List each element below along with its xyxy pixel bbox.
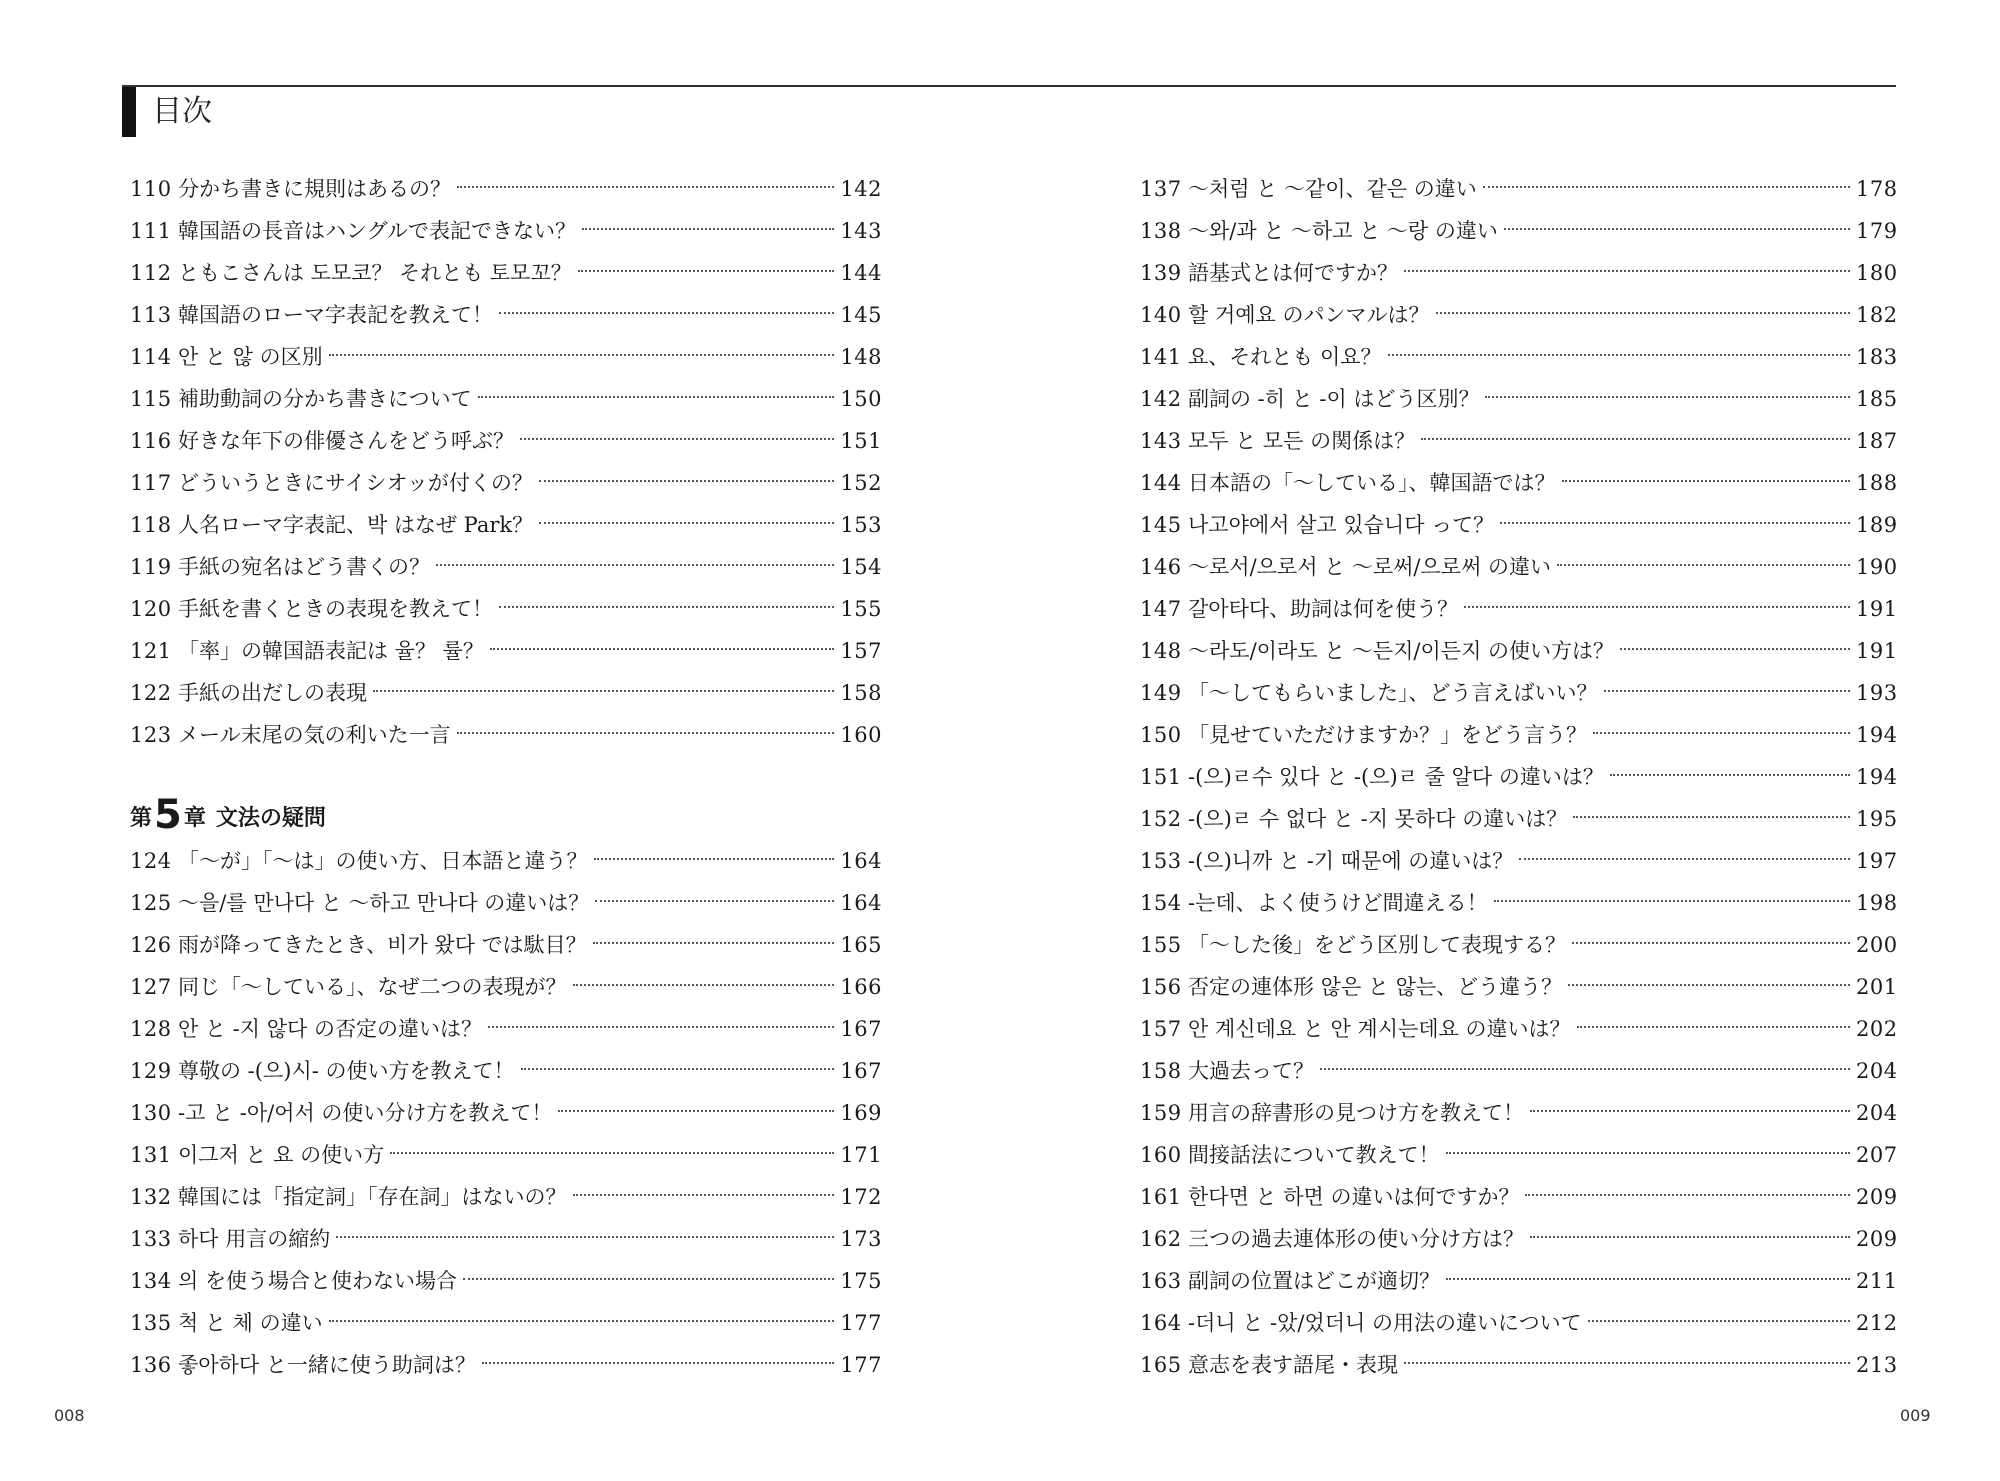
- dot-leader: [1404, 270, 1850, 272]
- toc-entry: [130, 210, 882, 252]
- entry-title: どういうときにサイシオッが付くの？: [178, 471, 533, 495]
- dot-leader: [582, 228, 834, 230]
- entry-number: 161: [1140, 1185, 1182, 1209]
- entry-title: 안 と 않 の区別: [178, 345, 323, 369]
- dot-leader: [1320, 1068, 1850, 1070]
- entry-number: 125: [130, 891, 172, 915]
- entry-page: 202: [1856, 1017, 1898, 1041]
- entry-page: 198: [1856, 891, 1898, 915]
- entry-number: 139: [1140, 261, 1182, 285]
- dot-leader: [390, 1152, 834, 1154]
- dot-leader: [1588, 1320, 1850, 1322]
- toc-entry: [130, 966, 882, 1008]
- entry-number: 117: [130, 471, 172, 495]
- toc-entry: [130, 546, 882, 588]
- entry-number: 152: [1140, 807, 1182, 831]
- entry-number: 124: [130, 849, 172, 873]
- entry-number: 128: [130, 1017, 172, 1041]
- entry-title: 語基式とは何ですか？: [1188, 261, 1398, 285]
- entry-title: 否定の連体形 않은 と 않는、どう違う？: [1188, 975, 1563, 999]
- toc-entry: [130, 462, 882, 504]
- page-heading: 目次: [152, 94, 212, 129]
- entry-number: 110: [130, 177, 172, 201]
- entry-page: 142: [840, 177, 882, 201]
- entry-title: ～로서/으로서 と ～로써/으로써 の違い: [1188, 555, 1552, 579]
- entry-title: 「～した後」をどう区別して表現する？: [1188, 933, 1566, 957]
- chapter-number: 5: [154, 792, 182, 838]
- toc-entry: [1140, 168, 1896, 210]
- entry-page: 187: [1856, 429, 1898, 453]
- entry-page: 209: [1856, 1185, 1898, 1209]
- entry-title: 日本語の「～している」、韓国語では？: [1188, 471, 1556, 495]
- entry-title: 의 を使う場合と使わない場合: [178, 1269, 457, 1293]
- entry-number: 123: [130, 723, 172, 747]
- entry-title: 副詞の位置はどこが適切？: [1188, 1269, 1440, 1293]
- dot-leader: [578, 270, 834, 272]
- toc-entry: [1140, 882, 1896, 924]
- entry-title: 이그저 と 요 の使い方: [178, 1143, 385, 1167]
- entry-number: 165: [1140, 1353, 1182, 1377]
- entry-page: 160: [840, 723, 882, 747]
- entry-number: 137: [1140, 177, 1182, 201]
- entry-number: 151: [1140, 765, 1182, 789]
- entry-title: 意志を表す語尾・表現: [1188, 1353, 1398, 1377]
- entry-page: 212: [1856, 1311, 1898, 1335]
- toc-entry: [1140, 336, 1896, 378]
- entry-title: -(으)니까 と -기 때문에 の違いは？: [1188, 849, 1514, 873]
- entry-title: 用言の辞書形の見つけ方を教えて！: [1188, 1101, 1524, 1125]
- entry-title: 「見せていただけますか？」をどう言う？: [1188, 723, 1587, 747]
- dot-leader: [1388, 354, 1850, 356]
- dot-leader: [1610, 774, 1850, 776]
- entry-title: 좋아하다 と一緒に使う助詞は？: [178, 1353, 476, 1377]
- entry-title: ～을/를 만나다 と ～하고 만나다 の違いは？: [178, 891, 590, 915]
- entry-number: 130: [130, 1101, 172, 1125]
- dot-leader: [593, 942, 834, 944]
- dot-leader: [1404, 1362, 1850, 1364]
- toc-entry: [130, 252, 882, 294]
- entry-page: 175: [840, 1269, 882, 1293]
- dot-leader: [539, 522, 834, 524]
- dot-leader: [499, 312, 834, 314]
- toc-entry: [1140, 546, 1896, 588]
- entry-title: 補助動詞の分かち書きについて: [178, 387, 472, 411]
- entry-title: 「～が」「～は」の使い方、日本語と違う？: [178, 849, 588, 873]
- toc-entry: [1140, 756, 1896, 798]
- entry-page: 172: [840, 1185, 882, 1209]
- entry-title: 갈아타다、助詞は何を使う？: [1188, 597, 1459, 621]
- entry-page: 173: [840, 1227, 882, 1251]
- dot-leader: [573, 1194, 835, 1196]
- dot-leader: [1573, 816, 1850, 818]
- toc-entry: [1140, 294, 1896, 336]
- toc-entry: [1140, 1134, 1896, 1176]
- entry-page: 167: [840, 1017, 882, 1041]
- entry-number: 116: [130, 429, 172, 453]
- dot-leader: [539, 480, 834, 482]
- toc-list-a: [130, 168, 882, 756]
- entry-title: 모두 と 모든 の関係は？: [1188, 429, 1416, 453]
- dot-leader: [336, 1236, 834, 1238]
- entry-number: 135: [130, 1311, 172, 1335]
- entry-title: 雨が降ってきたとき、비가 왔다 では駄目？: [178, 933, 587, 957]
- dot-leader: [490, 648, 834, 650]
- toc-entry: [130, 672, 882, 714]
- entry-page: 213: [1856, 1353, 1898, 1377]
- entry-number: 126: [130, 933, 172, 957]
- dot-leader: [1446, 1278, 1850, 1280]
- toc-entry: [130, 294, 882, 336]
- top-rule: [122, 85, 1896, 87]
- toc-entry: [1140, 1092, 1896, 1134]
- toc-entry: [1140, 1008, 1896, 1050]
- entry-page: 191: [1856, 597, 1898, 621]
- entry-page: 169: [840, 1101, 882, 1125]
- entry-number: 111: [130, 219, 172, 243]
- entry-number: 114: [130, 345, 172, 369]
- page-number-left: 008: [54, 1406, 85, 1425]
- toc-entry: [130, 840, 882, 882]
- entry-number: 121: [130, 639, 172, 663]
- entry-page: 191: [1856, 639, 1898, 663]
- entry-title: 間接話法について教えて！: [1188, 1143, 1440, 1167]
- dot-leader: [1421, 438, 1850, 440]
- entry-number: 119: [130, 555, 172, 579]
- entry-page: 204: [1856, 1101, 1898, 1125]
- dot-leader: [1530, 1110, 1850, 1112]
- entry-page: 171: [840, 1143, 882, 1167]
- entry-number: 163: [1140, 1269, 1182, 1293]
- dot-leader: [1464, 606, 1850, 608]
- entry-number: 115: [130, 387, 172, 411]
- entry-page: 182: [1856, 303, 1898, 327]
- toc-entry: [130, 1092, 882, 1134]
- toc-entry: [130, 588, 882, 630]
- entry-page: 190: [1856, 555, 1898, 579]
- entry-page: 177: [840, 1311, 882, 1335]
- toc-entry: [130, 336, 882, 378]
- dot-leader: [478, 396, 834, 398]
- toc-entry: [130, 1134, 882, 1176]
- toc-entry: [130, 1176, 882, 1218]
- entry-number: 140: [1140, 303, 1182, 327]
- entry-number: 141: [1140, 345, 1182, 369]
- toc-entry: [1140, 1176, 1896, 1218]
- chapter-heading: [130, 784, 882, 840]
- toc-list-right: [1140, 168, 1896, 1386]
- entry-title: 副詞の -히 と -이 はどう区別？: [1188, 387, 1480, 411]
- entry-number: 127: [130, 975, 172, 999]
- entry-number: 132: [130, 1185, 172, 1209]
- entry-title: 大過去って？: [1188, 1059, 1314, 1083]
- toc-entry: [1140, 630, 1896, 672]
- entry-page: 178: [1856, 177, 1898, 201]
- toc-entry: [1140, 966, 1896, 1008]
- entry-page: 207: [1856, 1143, 1898, 1167]
- entry-number: 120: [130, 597, 172, 621]
- toc-entry: [1140, 252, 1896, 294]
- toc-entry: [1140, 504, 1896, 546]
- dot-leader: [1504, 228, 1850, 230]
- entry-title: 요、それとも 이요？: [1188, 345, 1382, 369]
- toc-entry: [1140, 1302, 1896, 1344]
- toc-entry: [1140, 1218, 1896, 1260]
- entry-number: 144: [1140, 471, 1182, 495]
- chapter-prefix: 第: [130, 806, 153, 831]
- entry-number: 154: [1140, 891, 1182, 915]
- toc-right-column: [1140, 168, 1896, 1386]
- entry-title: 할 거예요 のパンマルは？: [1188, 303, 1430, 327]
- entry-number: 133: [130, 1227, 172, 1251]
- entry-page: 165: [840, 933, 882, 957]
- entry-number: 131: [130, 1143, 172, 1167]
- entry-page: 155: [840, 597, 882, 621]
- entry-number: 148: [1140, 639, 1182, 663]
- dot-leader: [1620, 648, 1850, 650]
- dot-leader: [1519, 858, 1850, 860]
- dot-leader: [521, 1068, 835, 1070]
- entry-title: -(으)ㄹ 수 없다 と -지 못하다 の違いは？: [1188, 807, 1568, 831]
- toc-entry: [130, 1260, 882, 1302]
- entry-page: 185: [1856, 387, 1898, 411]
- entry-page: 152: [840, 471, 882, 495]
- entry-page: 194: [1856, 723, 1898, 747]
- entry-number: 142: [1140, 387, 1182, 411]
- entry-page: 179: [1856, 219, 1898, 243]
- entry-title: -(으)ㄹ수 있다 と -(으)ㄹ 줄 알다 の違いは？: [1188, 765, 1604, 789]
- entry-title: ～와/과 と ～하고 と ～랑 の違い: [1188, 219, 1498, 243]
- entry-page: 193: [1856, 681, 1898, 705]
- dot-leader: [1436, 312, 1851, 314]
- dot-leader: [1604, 690, 1851, 692]
- entry-page: 195: [1856, 807, 1898, 831]
- entry-page: 143: [840, 219, 882, 243]
- toc-entry: [1140, 714, 1896, 756]
- heading-bar: [122, 87, 136, 137]
- toc-entry: [130, 924, 882, 966]
- dot-leader: [1557, 564, 1850, 566]
- chapter-suffix: 章: [183, 806, 206, 831]
- toc-entry: [1140, 462, 1896, 504]
- entry-number: 150: [1140, 723, 1182, 747]
- toc-entry: [1140, 798, 1896, 840]
- toc-entry: [1140, 588, 1896, 630]
- chapter-title: 文法の疑問: [215, 806, 326, 831]
- entry-title: 分かち書きに規則はあるの？: [178, 177, 451, 201]
- entry-title: 안 と -지 않다 の否定の違いは？: [178, 1017, 482, 1041]
- entry-page: 164: [840, 849, 882, 873]
- entry-title: 「～してもらいました」、どう言えばいい？: [1188, 681, 1598, 705]
- toc-list-b: [130, 840, 882, 1386]
- entry-number: 134: [130, 1269, 172, 1293]
- entry-number: 156: [1140, 975, 1182, 999]
- entry-title: 한다면 と 하면 の違いは何ですか？: [1188, 1185, 1520, 1209]
- toc-entry: [1140, 210, 1896, 252]
- entry-title: 하다 用言の縮約: [178, 1227, 331, 1251]
- entry-number: 143: [1140, 429, 1182, 453]
- entry-title: 안 계신데요 と 안 계시는데요 の違いは？: [1188, 1017, 1571, 1041]
- dot-leader: [457, 186, 834, 188]
- toc-entry: [130, 1008, 882, 1050]
- entry-number: 153: [1140, 849, 1182, 873]
- dot-leader: [1562, 480, 1851, 482]
- dot-leader: [1568, 984, 1850, 986]
- entry-page: 167: [840, 1059, 882, 1083]
- dot-leader: [1483, 186, 1850, 188]
- entry-title: 手紙の宛名はどう書くの？: [178, 555, 430, 579]
- toc-entry: [1140, 1260, 1896, 1302]
- entry-page: 153: [840, 513, 882, 537]
- toc-entry: [1140, 840, 1896, 882]
- toc-entry: [1140, 1050, 1896, 1092]
- entry-page: 154: [840, 555, 882, 579]
- entry-title: 韓国には「指定詞」「存在詞」はないの？: [178, 1185, 567, 1209]
- entry-title: 「率」の韓国語表記は 율？ 률？: [178, 639, 484, 663]
- entry-title: 同じ「～している」、なぜ二つの表現が？: [178, 975, 567, 999]
- toc-entry: [130, 1218, 882, 1260]
- dot-leader: [329, 1320, 834, 1322]
- entry-number: 155: [1140, 933, 1182, 957]
- entry-page: 201: [1856, 975, 1898, 999]
- entry-page: 151: [840, 429, 882, 453]
- toc-entry: [130, 168, 882, 210]
- entry-page: 157: [840, 639, 882, 663]
- entry-page: 144: [840, 261, 882, 285]
- entry-page: 197: [1856, 849, 1898, 873]
- entry-title: 척 と 체 の違い: [178, 1311, 323, 1335]
- entry-number: 138: [1140, 219, 1182, 243]
- dot-leader: [573, 984, 835, 986]
- dot-leader: [1485, 396, 1850, 398]
- entry-page: 211: [1856, 1269, 1898, 1293]
- entry-page: 188: [1856, 471, 1898, 495]
- dot-leader: [499, 606, 834, 608]
- entry-page: 204: [1856, 1059, 1898, 1083]
- dot-leader: [1494, 900, 1850, 902]
- dot-leader: [436, 564, 834, 566]
- entry-number: 157: [1140, 1017, 1182, 1041]
- entry-page: 166: [840, 975, 882, 999]
- dot-leader: [1446, 1152, 1850, 1154]
- dot-leader: [457, 732, 834, 734]
- entry-number: 162: [1140, 1227, 1182, 1251]
- entry-number: 118: [130, 513, 172, 537]
- toc-entry: [130, 1344, 882, 1386]
- dot-leader: [329, 354, 834, 356]
- dot-leader: [594, 858, 835, 860]
- toc-entry: [130, 1050, 882, 1092]
- dot-leader: [373, 690, 834, 692]
- entry-title: 韓国語の長音はハングルで表記できない？: [178, 219, 576, 243]
- entry-number: 136: [130, 1353, 172, 1377]
- entry-title: -는데、よく使うけど間違える！: [1188, 891, 1488, 915]
- toc-entry: [1140, 924, 1896, 966]
- dot-leader: [1530, 1236, 1850, 1238]
- entry-title: 手紙の出だしの表現: [178, 681, 367, 705]
- entry-number: 113: [130, 303, 172, 327]
- entry-number: 147: [1140, 597, 1182, 621]
- entry-title: 手紙を書くときの表現を教えて！: [178, 597, 493, 621]
- entry-number: 129: [130, 1059, 172, 1083]
- entry-number: 146: [1140, 555, 1182, 579]
- entry-page: 158: [840, 681, 882, 705]
- entry-number: 164: [1140, 1311, 1182, 1335]
- entry-number: 159: [1140, 1101, 1182, 1125]
- entry-title: 人名ローマ字表記、박 はなぜ Park？: [178, 513, 534, 537]
- entry-page: 189: [1856, 513, 1898, 537]
- toc-entry: [130, 714, 882, 756]
- entry-title: ともこさんは 도모코？ それとも 토모꼬？: [178, 261, 572, 285]
- dot-leader: [595, 900, 834, 902]
- dot-leader: [488, 1026, 834, 1028]
- entry-title: 韓国語のローマ字表記を教えて！: [178, 303, 493, 327]
- entry-title: ～처럼 と ～같이、같은 の違い: [1188, 177, 1477, 201]
- entry-page: 209: [1856, 1227, 1898, 1251]
- dot-leader: [463, 1278, 834, 1280]
- entry-page: 150: [840, 387, 882, 411]
- page-number-right: 009: [1900, 1406, 1931, 1425]
- entry-number: 122: [130, 681, 172, 705]
- entry-page: 177: [840, 1353, 882, 1377]
- entry-page: 194: [1856, 765, 1898, 789]
- toc-entry: [1140, 378, 1896, 420]
- entry-number: 145: [1140, 513, 1182, 537]
- toc-entry: [1140, 1344, 1896, 1386]
- toc-entry: [130, 420, 882, 462]
- toc-entry: [130, 630, 882, 672]
- entry-title: 三つの過去連体形の使い分け方は？: [1188, 1227, 1524, 1251]
- toc-entry: [1140, 420, 1896, 462]
- entry-number: 149: [1140, 681, 1182, 705]
- dot-leader: [1500, 522, 1850, 524]
- entry-page: 180: [1856, 261, 1898, 285]
- entry-title: ～라도/이라도 と ～든지/이든지 の使い方は？: [1188, 639, 1615, 663]
- dot-leader: [1525, 1194, 1850, 1196]
- toc-entry: [130, 882, 882, 924]
- dot-leader: [1577, 1026, 1850, 1028]
- dot-leader: [482, 1362, 834, 1364]
- entry-title: 나고야에서 살고 있습니다 って？: [1188, 513, 1495, 537]
- entry-title: メール末尾の気の利いた一言: [178, 723, 451, 747]
- entry-page: 200: [1856, 933, 1898, 957]
- toc-entry: [130, 504, 882, 546]
- dot-leader: [520, 438, 834, 440]
- entry-number: 112: [130, 261, 172, 285]
- toc-entry: [130, 378, 882, 420]
- entry-number: 160: [1140, 1143, 1182, 1167]
- entry-page: 145: [840, 303, 882, 327]
- dot-leader: [1593, 732, 1850, 734]
- toc-entry: [1140, 672, 1896, 714]
- entry-page: 148: [840, 345, 882, 369]
- entry-title: -더니 と -았/었더니 の用法の違いについて: [1188, 1311, 1582, 1335]
- entry-title: 尊敬の -(으)시- の使い方を教えて！: [178, 1059, 515, 1083]
- toc-entry: [130, 1302, 882, 1344]
- dot-leader: [1572, 942, 1850, 944]
- entry-number: 158: [1140, 1059, 1182, 1083]
- dot-leader: [558, 1110, 834, 1112]
- entry-title: 好きな年下の俳優さんをどう呼ぶ？: [178, 429, 514, 453]
- entry-page: 183: [1856, 345, 1898, 369]
- toc-left-column: [130, 168, 882, 1386]
- entry-title: -고 と -아/어서 の使い分け方を教えて！: [178, 1101, 553, 1125]
- entry-page: 164: [840, 891, 882, 915]
